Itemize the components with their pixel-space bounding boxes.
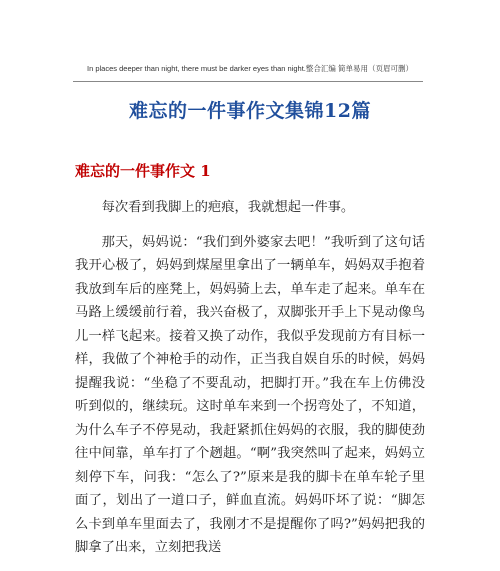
document-title: 难忘的一件事作文集锦12篇: [129, 100, 371, 122]
paragraph-2: 那天，妈妈说：“我们到外婆家去吧！”我听到了这句话我开心极了，妈妈到煤屋里拿出了一辆单车，妈妈双手抱着我放到车后的座凳上，妈妈骑上去，单车走了起来。单车在马路上缓缓前行着，我兴奋极了，双脚张开手上下晃动像鸟儿一样飞起来。接着又换了动作，我似乎发现前方有目标一样，我做了个神枪手的动作，正当我自娱自乐的时候，妈妈提醒我说：“坐稳了不要乱动，把脚打开。”我在车上仿佛没听到似的，继续玩。这时单车来到一个拐弯处了，不知道，为什么车子不停晃动，我赶紧抓住妈妈的衣服，我的脚使劲往中间靠，单车打了个趔趄。“啊”我突然叫了起来，妈妈立刻停下车，问我：“怎么了?”原来是我的脚卡在单车轮子里面了，划出了一道口子，鲜血直流。妈妈吓坏了说：“脚怎么卡到单车里面去了，我刚才不是提醒你了吗?”妈妈把我的脚拿了出来，立刻把我送: [75, 234, 425, 555]
header-rule: [73, 81, 423, 82]
document-body: [75, 196, 425, 571]
page-header: In places deeper than night, there must be darker eyes than night.整合汇编 简单易用（页眉可删）: [87, 64, 413, 73]
paragraph-1: 每次看到我脚上的疤痕，我就想起一件事。: [101, 200, 355, 215]
section-title: 难忘的一件事作文 1: [75, 162, 211, 180]
